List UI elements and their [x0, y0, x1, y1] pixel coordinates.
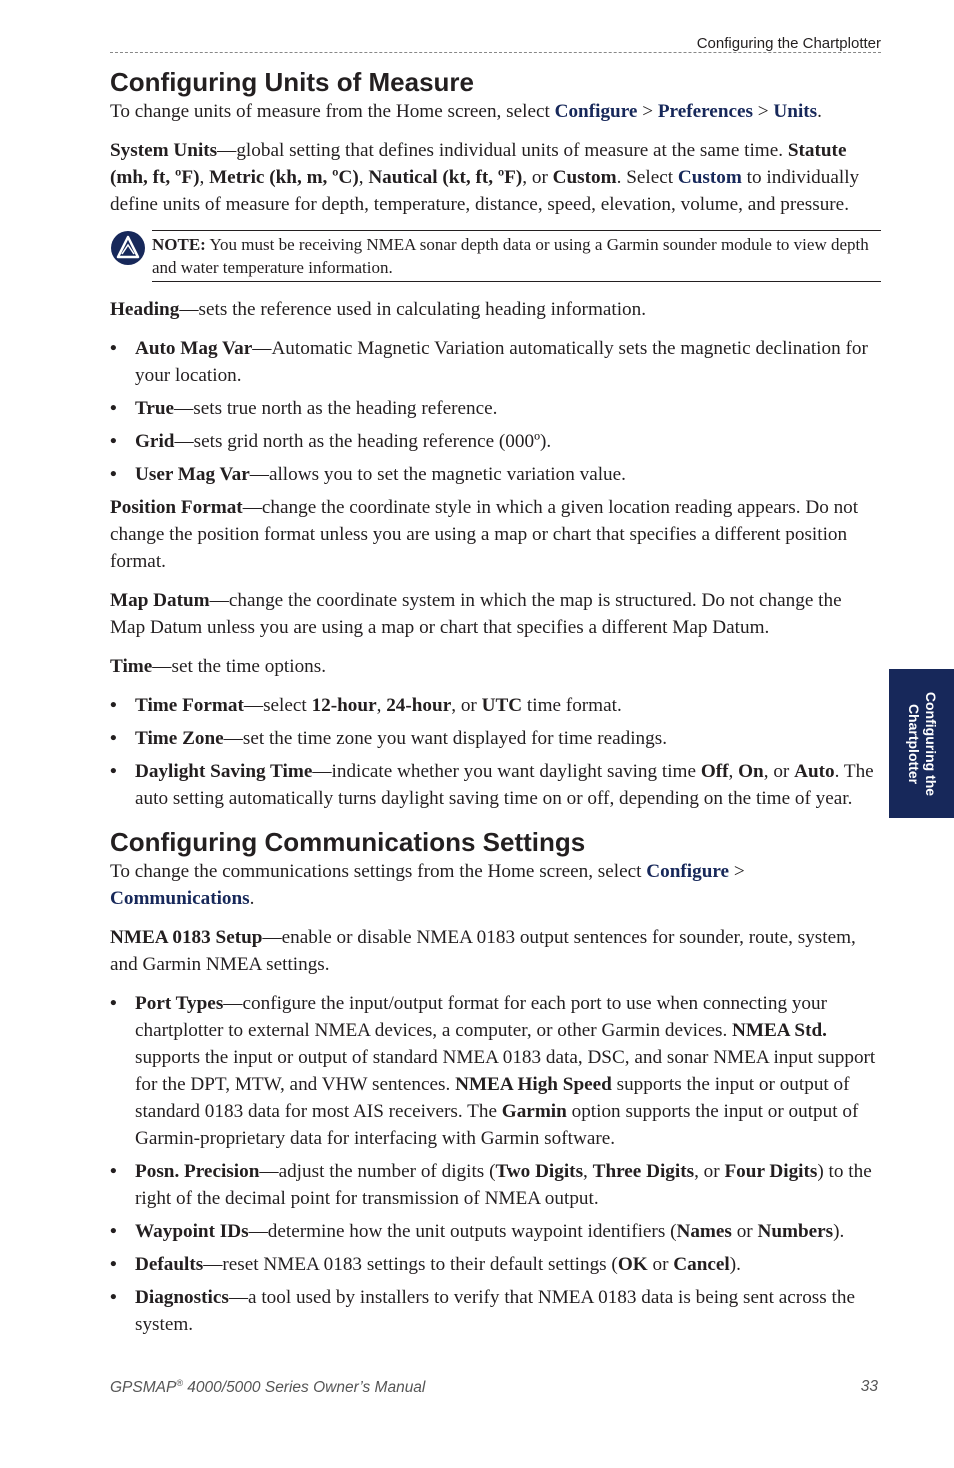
time-list [110, 692, 881, 812]
time-paragraph: Time—set the time options. [110, 656, 327, 677]
menu-preferences: Preferences [657, 101, 753, 122]
section-title-communications: Configuring Communications Settings [110, 827, 586, 857]
list-item: • Diagnostics—a tool used by installers to verify that NMEA 0183 data is being sent across the system. [110, 1284, 881, 1338]
nmea-setup-paragraph: NMEA 0183 Setup—enable or disable NMEA 0183 output sentences for sounder, route, system, and Garmin NMEA settings. [110, 927, 856, 975]
nmea-list [110, 990, 881, 1338]
list-item: • Waypoint IDs—determine how the unit outputs waypoint identifiers (Names or Numbers). [110, 1218, 881, 1245]
list-item: • Defaults—reset NMEA 0183 settings to their default settings (OK or Cancel). [110, 1251, 881, 1278]
page-content [110, 66, 881, 1344]
side-tab [889, 669, 954, 818]
page-number: 33 [860, 1378, 878, 1395]
list-item: • Grid—sets grid north as the heading reference (000º). [110, 428, 881, 455]
list-item: • Daylight Saving Time—indicate whether you want daylight saving time Off, On, or Auto. The auto setting automatically turns daylight saving time on or off, depending on the time of year. [110, 758, 881, 812]
units-intro: To change units of measure from the Home screen, select Configure > Preferences > Units. [110, 101, 822, 122]
running-head: Configuring the Chartplotter [696, 35, 881, 52]
note-text: You must be receiving NMEA sonar depth data or using a Garmin sounder module to view depth and water temperature information. [152, 235, 869, 277]
menu-communications: Communications [110, 888, 250, 909]
heading-paragraph: Heading—sets the reference used in calculating heading information. [110, 299, 647, 320]
list-item: • Auto Mag Var—Automatic Magnetic Variation automatically sets the magnetic declination for your location. [110, 335, 881, 389]
note-label: NOTE: [152, 235, 206, 254]
footer [110, 1378, 878, 1397]
list-item: • Posn. Precision—adjust the number of digits (Two Digits, Three Digits, or Four Digits) to the right of the decimal point for transmission of NMEA output. [110, 1158, 881, 1212]
note-icon [110, 230, 146, 266]
side-tab-label: Configuring the Chartplotter [905, 691, 939, 796]
communications-intro: To change the communications settings from the Home screen, select Configure > Communications. [110, 861, 745, 909]
menu-configure: Configure [646, 861, 730, 882]
menu-units: Units [773, 101, 818, 122]
map-datum-paragraph: Map Datum—change the coordinate system in which the map is structured. Do not change the Map Datum unless you are using a map or chart that specifies a different Map Datum. [110, 590, 842, 638]
note-box [152, 230, 881, 282]
list-item: • True—sets true north as the heading reference. [110, 395, 881, 422]
list-item: • Port Types—configure the input/output format for each port to use when connecting your chartplotter to external NMEA devices, a computer, or other Garmin devices. NMEA Std. supports the input or output of standard NMEA 0183 data, DSC, and sonar NMEA input support for the DPT, MTW, and VHW sentences. NMEA High Speed supports the input or output of standard 0183 data for most AIS receivers. The Garmin option supports the input or output of Garmin-proprietary data for interfacing with Garmin software. [110, 990, 881, 1152]
list-item: • User Mag Var—allows you to set the magnetic variation value. [110, 461, 881, 488]
list-item: • Time Zone—set the time zone you want displayed for time readings. [110, 725, 881, 752]
position-format-paragraph: Position Format—change the coordinate style in which a given location reading appears. Do not change the position format unless you are using a map or chart that specifies a different position format. [110, 497, 859, 572]
system-units-paragraph: System Units—global setting that defines individual units of measure at the same time. Statute (mh, ft, ºF), Metric (kh, m, ºC), Nautical (kt, ft, ºF), or Custom. Select Custom to individually define units of measure for depth, temperature, distance, speed, elevation, volume, and pressure. [110, 140, 860, 215]
list-item: • Time Format—select 12-hour, 24-hour, or UTC time format. [110, 692, 881, 719]
section-title-units: Configuring Units of Measure [110, 67, 474, 97]
header-rule [110, 52, 881, 53]
manual-title: GPSMAP® 4000/5000 Series Owner’s Manual [110, 1378, 426, 1397]
menu-configure: Configure [554, 101, 638, 122]
heading-list [110, 335, 881, 488]
